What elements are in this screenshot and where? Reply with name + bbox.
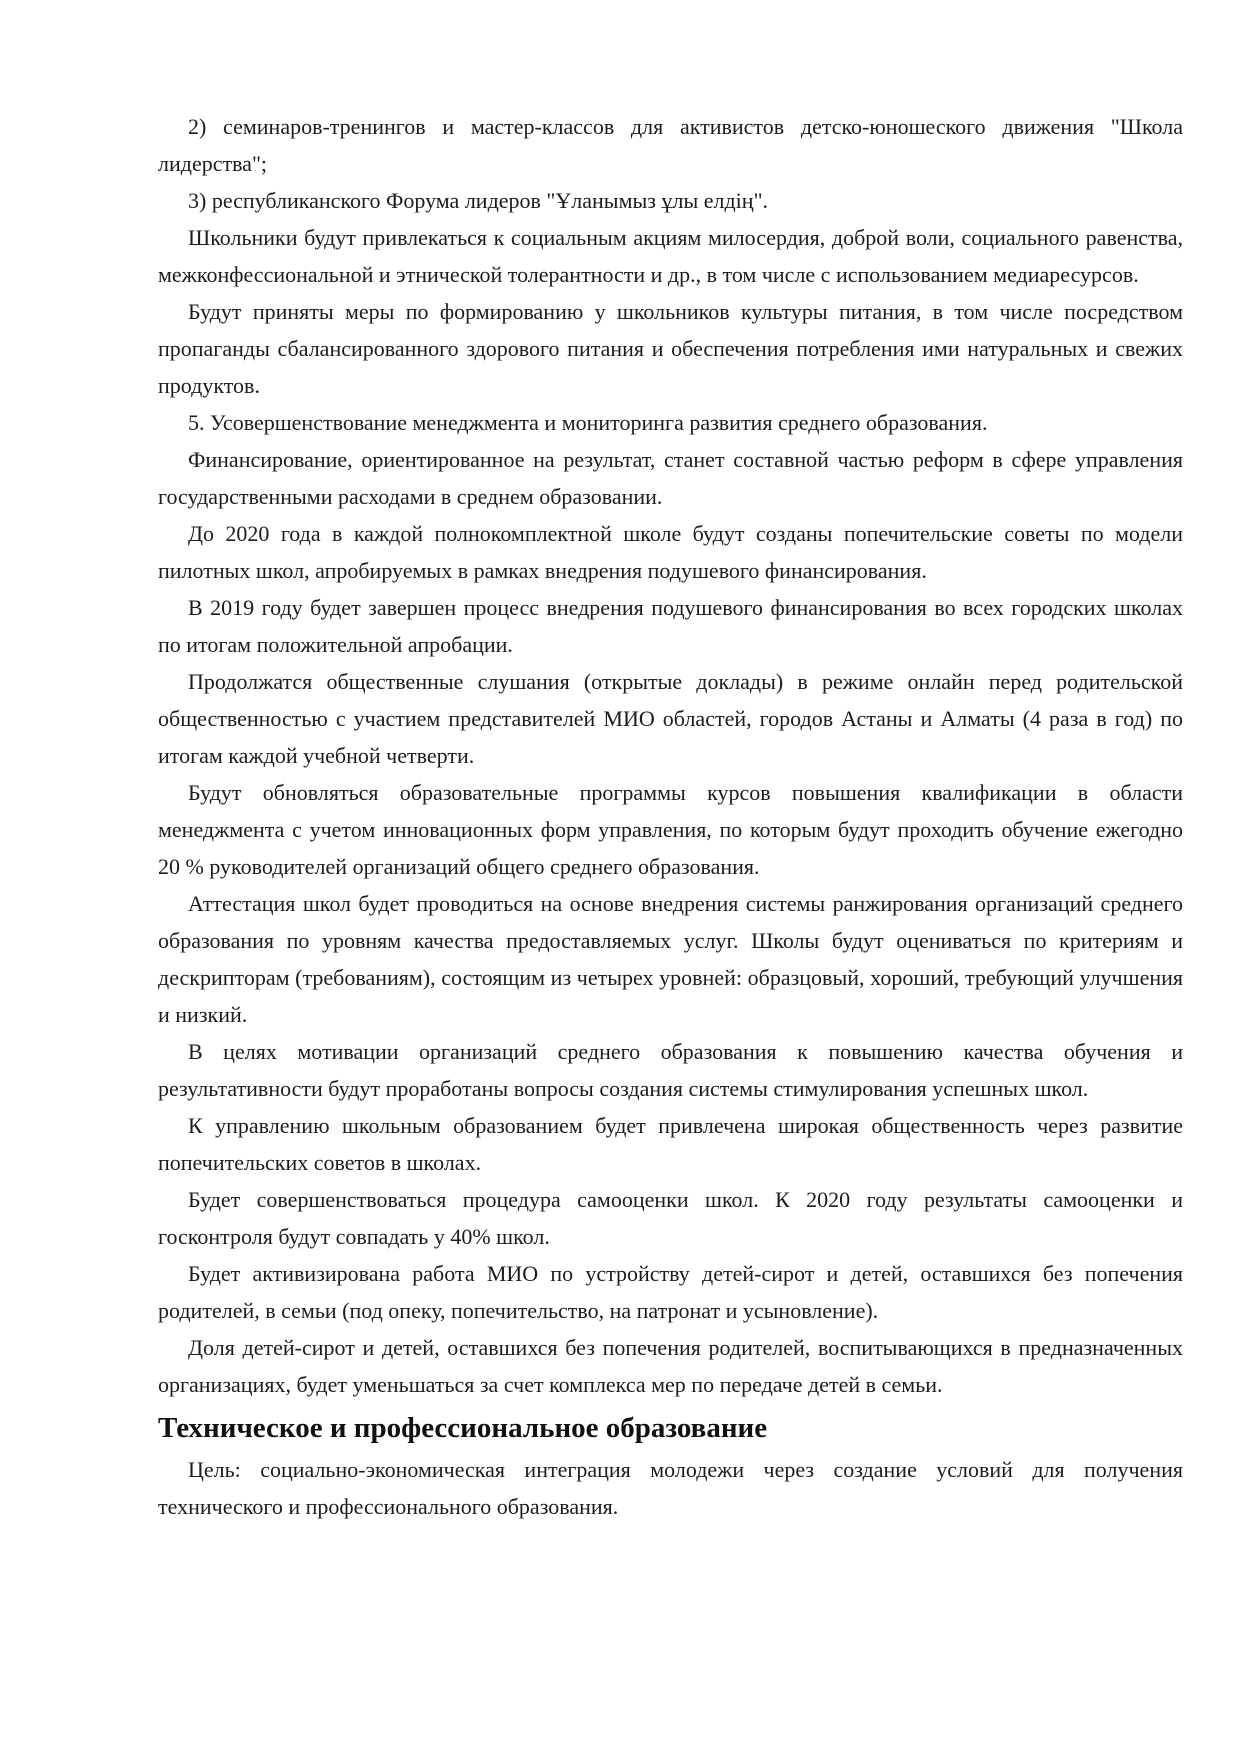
paragraph-public-school-management: К управлению школьным образованием будет привлечена широкая общественность через развитие попечительских советов в школах. bbox=[158, 1113, 1183, 1175]
paragraph-per-capita-financing-2019: В 2019 году будет завершен процесс внедрения подушевого финансирования во всех городских школах по итогам положительной апробации. bbox=[158, 595, 1183, 657]
paragraph-qualification-programs: Будут обновляться образовательные программы курсов повышения квалификации в области менеджмента с учетом инновационных форм управления, по которым будут проходить обучение ежегодно 20 % руководителей организаций общего среднего образования. bbox=[158, 780, 1183, 879]
paragraph-school-attestation: Аттестация школ будет проводиться на основе внедрения системы ранжирования организаций среднего образования по уровням качества предоставляемых услуг. Школы будут оцениваться по критериям и дескрипторам (требованиям), состоящим из четырех уровней: образцовый, хороший, требующий улучшения и низкий. bbox=[158, 891, 1183, 1027]
section-heading-technical-vocational-education: Техническое и профессиональное образование bbox=[158, 1412, 768, 1444]
paragraph-list-item-2: 2) семинаров-тренингов и мастер-классов для активистов детско-юношеского движения "Школа лидерства"; bbox=[158, 114, 1183, 176]
paragraph-item-5-management: 5. Усовершенствование менеджмента и мониторинга развития среднего образования. bbox=[188, 410, 988, 435]
paragraph-list-item-3: 3) республиканского Форума лидеров "Ұланымыз ұлы елдің". bbox=[188, 188, 769, 213]
paragraph-orphans-share-decrease: Доля детей-сирот и детей, оставшихся без попечения родителей, воспитывающихся в предназначенных организациях, будет уменьшаться за счет комплекса мер по передаче детей в семьи. bbox=[158, 1335, 1183, 1397]
paragraph-motivation-stimulation: В целях мотивации организаций среднего образования к повышению качества обучения и результативности будут проработаны вопросы создания системы стимулирования успешных школ. bbox=[158, 1039, 1183, 1101]
paragraph-orphans-placement: Будет активизирована работа МИО по устройству детей-сирот и детей, оставшихся без попечения родителей, в семьи (под опеку, попечительство, на патронат и усыновление). bbox=[158, 1261, 1183, 1323]
paragraph-social-actions: Школьники будут привлекаться к социальным акциям милосердия, доброй воли, социального равенства, межконфессиональной и этнической толерантности и др., в том числе с использованием медиаресурсов. bbox=[158, 225, 1183, 287]
text-column bbox=[158, 108, 1183, 1525]
paragraph-self-assessment-40-percent: Будет совершенствоваться процедура самооценки школ. К 2020 году результаты самооценки и госконтроля будут совпадать у 40% школ. bbox=[158, 1187, 1183, 1249]
paragraph-tvet-goal: Цель: социально-экономическая интеграция молодежи через создание условий для получения технического и профессионального образования. bbox=[158, 1457, 1183, 1519]
paragraph-nutrition-culture: Будут приняты меры по формированию у школьников культуры питания, в том числе посредством пропаганды сбалансированного здорового питания и обеспечения потребления ими натуральных и свежих продуктов. bbox=[158, 299, 1183, 398]
paragraph-trustee-boards-2020: До 2020 года в каждой полнокомплектной школе будут созданы попечительские советы по модели пилотных школ, апробируемых в рамках внедрения подушевого финансирования. bbox=[158, 521, 1183, 583]
paragraph-result-oriented-financing: Финансирование, ориентированное на результат, станет составной частью реформ в сфере управления государственными расходами в среднем образовании. bbox=[158, 447, 1183, 509]
paragraph-public-hearings: Продолжатся общественные слушания (открытые доклады) в режиме онлайн перед родительской общественностью с участием представителей МИО областей, городов Астаны и Алматы (4 раза в год) по итогам каждой учебной четверти. bbox=[158, 669, 1183, 768]
